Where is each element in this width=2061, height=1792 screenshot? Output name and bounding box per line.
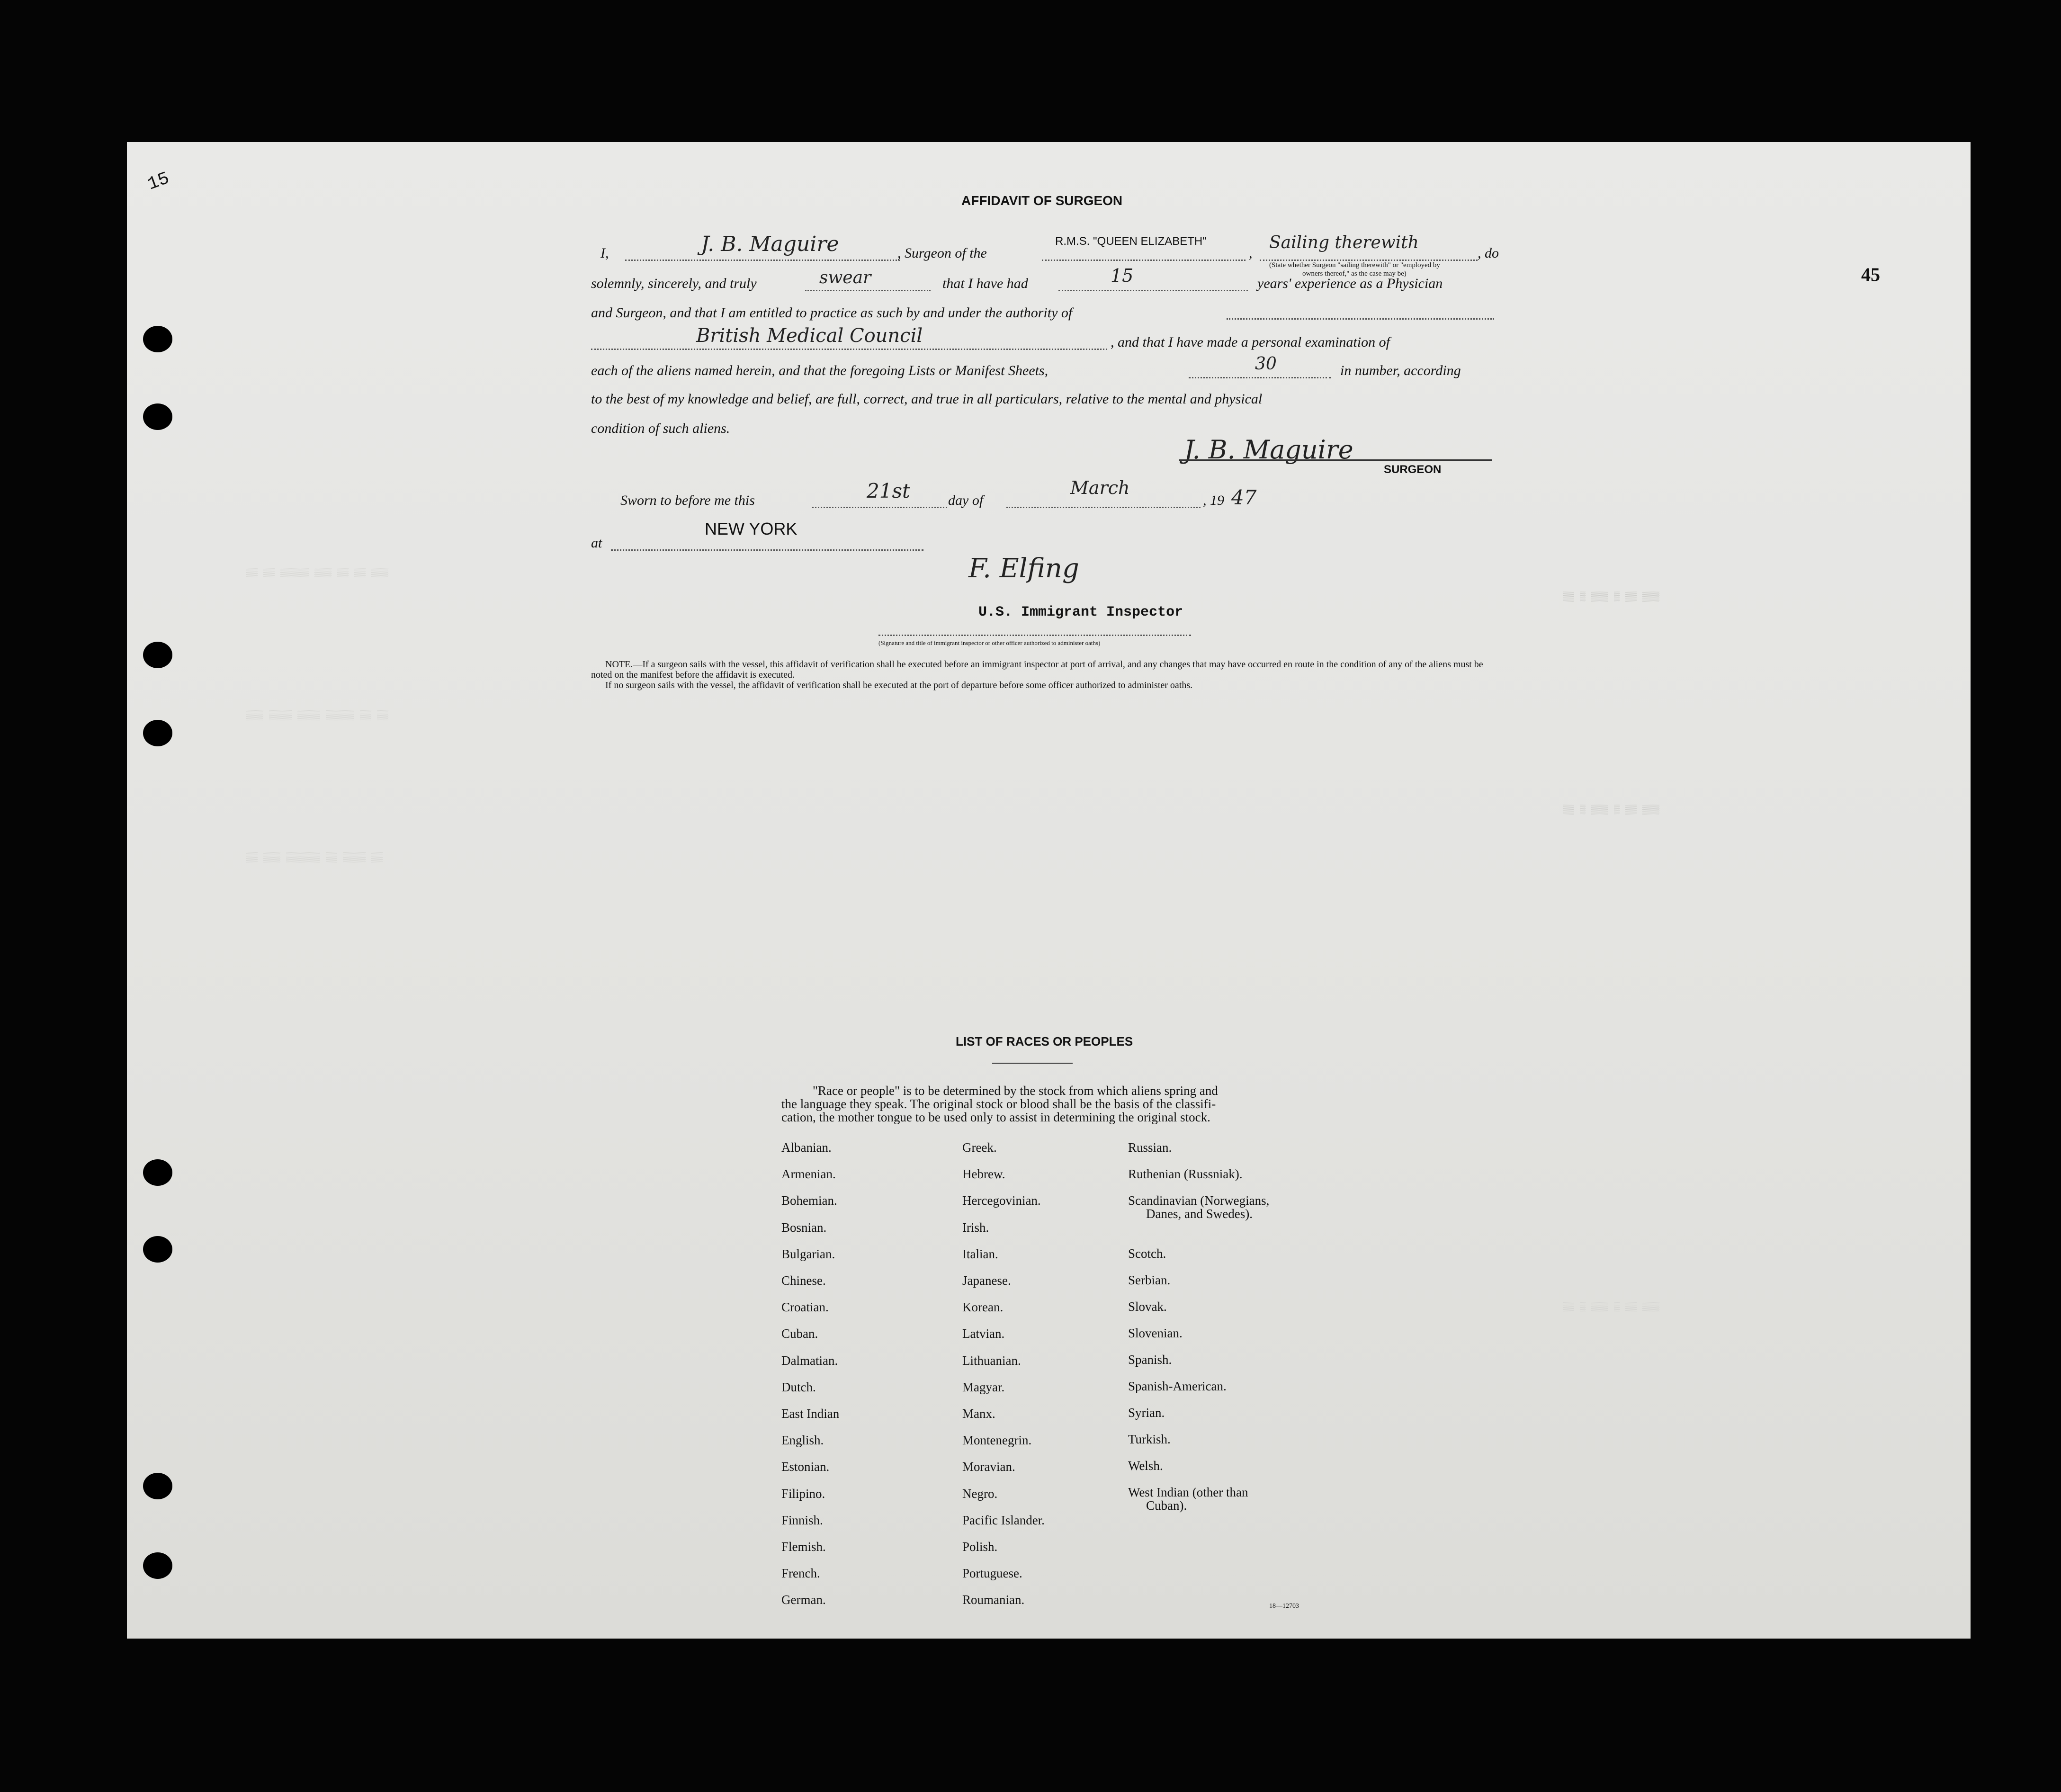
race-entry: Flemish. xyxy=(781,1540,826,1554)
solemnly-text: solemnly, sincerely, and truly xyxy=(591,276,757,291)
race-entry: Lithuanian. xyxy=(962,1353,1021,1368)
race-entry: Dalmatian. xyxy=(781,1353,838,1368)
manifest-text: each of the aliens named herein, and that the foregoing Lists or Manifest Sheets, xyxy=(591,363,1048,378)
races-intro-2: the language they speak. The original stock or blood shall be the basis of the classifi- xyxy=(781,1097,1216,1111)
race-entry: Bulgarian. xyxy=(781,1247,835,1261)
race-entry: Latvian. xyxy=(962,1326,1005,1341)
race-entry: Hebrew. xyxy=(962,1167,1005,1181)
race-entry: Korean. xyxy=(962,1300,1004,1314)
punch-hole xyxy=(143,1552,172,1579)
inspector-signature: F. Elfing xyxy=(968,553,1079,584)
sailing-note-1: (State whether Surgeon "sailing therewith" or "employed by xyxy=(1269,261,1440,269)
race-entry: Chinese. xyxy=(781,1273,826,1288)
sworn-day: 21st xyxy=(867,479,910,502)
sailing-note-2: owners thereof," as the case may be) xyxy=(1302,270,1407,278)
race-entry: Finnish. xyxy=(781,1513,823,1527)
bleed-through-text: ▒▒ ▒▒ ▒▒▒▒▒ ▒▒▒ ▒▒ ▒▒ ▒▒▒ xyxy=(246,568,389,579)
race-entry: Filipino. xyxy=(781,1487,825,1501)
race-entry: Armenian. xyxy=(781,1167,836,1181)
race-entry: Slovenian. xyxy=(1128,1326,1183,1340)
authority-line-a xyxy=(1227,318,1494,320)
inspector-caption: (Signature and title of immigrant inspector or other officer authorized to administer oaths) xyxy=(878,639,1101,646)
form-number: 18—12703 xyxy=(1269,1603,1299,1610)
races-title-underline xyxy=(992,1063,1073,1064)
sworn-month: March xyxy=(1070,477,1130,498)
sheets-count: 30 xyxy=(1255,354,1277,374)
day-of-text: day of xyxy=(948,493,984,508)
race-entry: Slovak. xyxy=(1128,1299,1167,1314)
race-entry: Magyar. xyxy=(962,1380,1005,1394)
race-entry: Syrian. xyxy=(1128,1406,1165,1420)
race-entry: Moravian. xyxy=(962,1460,1015,1474)
race-entry: Danes, and Swedes). xyxy=(1146,1207,1253,1221)
race-entry: Turkish. xyxy=(1128,1432,1171,1446)
surgeon-signature-line xyxy=(1179,459,1492,461)
race-entry: Italian. xyxy=(962,1247,998,1261)
comma: , xyxy=(1249,245,1253,261)
page-number: 45 xyxy=(1861,264,1880,285)
year-prefix: , 19 xyxy=(1203,493,1224,508)
surgeon-name: J. B. Maguire xyxy=(701,232,839,256)
affidavit-title: AFFIDAVIT OF SURGEON xyxy=(961,193,1123,208)
race-entry: Croatian. xyxy=(781,1300,829,1314)
bleed-through-text: ▒▒ ▒ ▒▒▒ ▒ ▒▒ ▒▒▒ xyxy=(1563,592,1660,603)
punch-hole xyxy=(143,642,172,668)
knowledge-text: to the best of my knowledge and belief, are full, correct, and true in all particulars, relative to the mental and physical xyxy=(591,391,1263,407)
authority-line-b xyxy=(591,349,1107,350)
race-entry: East Indian xyxy=(781,1407,840,1421)
punch-hole xyxy=(143,326,172,352)
race-entry: Spanish-American. xyxy=(1128,1379,1227,1393)
inspector-line xyxy=(878,635,1191,636)
race-entry: Roumanian. xyxy=(962,1593,1025,1607)
surgeon-label: SURGEON xyxy=(1384,463,1442,476)
race-entry: Bosnian. xyxy=(781,1220,827,1235)
document-sheet xyxy=(127,142,1971,1639)
race-entry: Negro. xyxy=(962,1487,998,1501)
races-title: LIST OF RACES OR PEOPLES xyxy=(956,1034,1133,1048)
race-entry: Spanish. xyxy=(1128,1353,1172,1367)
sworn-text: Sworn to before me this xyxy=(620,493,755,508)
races-intro-1: "Race or people" is to be determined by the stock from which aliens spring and xyxy=(813,1084,1218,1098)
years-count: 15 xyxy=(1111,265,1134,286)
place: NEW YORK xyxy=(705,519,798,538)
sworn-day-line xyxy=(812,507,947,508)
race-entry: Estonian. xyxy=(781,1460,830,1474)
bleed-through-text: ▒▒ ▒▒▒ ▒▒▒▒▒▒ ▒▒ ▒▒▒▒ ▒▒ xyxy=(246,852,383,863)
race-entry: Dutch. xyxy=(781,1380,816,1394)
race-entry: Bohemian. xyxy=(781,1193,837,1208)
punch-hole xyxy=(143,1473,172,1499)
punch-hole xyxy=(143,720,172,746)
race-entry: Irish. xyxy=(962,1220,989,1235)
race-entry: West Indian (other than xyxy=(1128,1485,1248,1499)
race-entry: Albanian. xyxy=(781,1140,832,1155)
punch-hole xyxy=(143,1236,172,1263)
race-entry: Polish. xyxy=(962,1540,998,1554)
oath-line xyxy=(805,290,931,291)
vessel-line xyxy=(1042,260,1246,261)
race-entry: Greek. xyxy=(962,1140,997,1155)
surgeon-of-the-text: , Surgeon of the xyxy=(897,245,987,261)
race-entry: English. xyxy=(781,1433,824,1447)
authority-value: British Medical Council xyxy=(696,325,923,347)
races-intro-3: cation, the mother tongue to be used only to assist in determining the original stock. xyxy=(781,1110,1210,1124)
race-entry: Hercegovinian. xyxy=(962,1193,1041,1208)
condition-text: condition of such aliens. xyxy=(591,421,730,436)
bleed-through-text: ▒▒ ▒ ▒▒▒ ▒ ▒▒ ▒▒▒ xyxy=(1563,1302,1660,1313)
years-line xyxy=(1058,290,1248,291)
at-text: at xyxy=(591,535,602,551)
race-entry: German. xyxy=(781,1593,826,1607)
corner-mark: 15 xyxy=(145,168,172,195)
race-entry: Montenegrin. xyxy=(962,1433,1032,1447)
affidavit-note-1: NOTE.—If a surgeon sails with the vessel, this affidavit of verification shall be executed before an immigrant inspector at port of arrival, and any changes that may have occurred en route in the condition of any of the aliens must be noted on the manifest before the affidavit is executed. xyxy=(591,659,1483,680)
race-entry: Pacific Islander. xyxy=(962,1513,1045,1527)
race-entry: Welsh. xyxy=(1128,1459,1163,1473)
race-entry: Cuban. xyxy=(781,1326,818,1341)
examination-text: , and that I have made a personal examination of xyxy=(1111,334,1390,350)
sailing-line xyxy=(1260,260,1478,261)
oath-word: swear xyxy=(819,268,871,287)
sailing-status: Sailing therewith xyxy=(1269,233,1419,252)
year-suffix: 47 xyxy=(1231,486,1257,509)
inspector-title: U.S. Immigrant Inspector xyxy=(978,604,1183,620)
in-number-text: in number, according xyxy=(1340,363,1461,378)
race-entry: Japanese. xyxy=(962,1273,1011,1288)
punch-hole xyxy=(143,1159,172,1186)
affidavit-note-2: If no surgeon sails with the vessel, the affidavit of verification shall be executed at the port of departure before some officer authorized to administer oaths. xyxy=(605,680,1193,690)
sheets-line xyxy=(1189,377,1331,378)
race-entry: Scandinavian (Norwegians, xyxy=(1128,1193,1270,1208)
race-entry: Ruthenian (Russniak). xyxy=(1128,1167,1243,1181)
do-text: , do xyxy=(1478,245,1499,261)
that-i-have-had-text: that I have had xyxy=(942,276,1028,291)
years-experience-text: years' experience as a Physician xyxy=(1257,276,1443,291)
race-entry: Cuban). xyxy=(1146,1498,1187,1513)
race-entry: French. xyxy=(781,1566,820,1580)
surgeon-signature: J. B. Maguire xyxy=(1184,435,1353,465)
punch-hole xyxy=(143,403,172,430)
race-entry: Portuguese. xyxy=(962,1566,1022,1580)
place-line xyxy=(611,549,923,551)
race-entry: Scotch. xyxy=(1128,1246,1166,1261)
race-entry: Serbian. xyxy=(1128,1273,1171,1287)
affidavit-i: I, xyxy=(600,245,609,261)
race-entry: Russian. xyxy=(1128,1140,1172,1155)
bleed-through-text: ▒▒▒ ▒▒▒▒ ▒▒▒▒ ▒▒▒▒▒ ▒▒ ▒▒ xyxy=(246,710,389,721)
authority-text: and Surgeon, and that I am entitled to practice as such by and under the authority of xyxy=(591,305,1073,321)
race-entry: Manx. xyxy=(962,1407,995,1421)
surgeon-name-line xyxy=(625,260,900,261)
sworn-month-line xyxy=(1006,507,1201,508)
bleed-through-text: ▒▒ ▒ ▒▒▒ ▒ ▒▒ ▒▒▒ xyxy=(1563,805,1660,816)
vessel-name: R.M.S. "QUEEN ELIZABETH" xyxy=(1055,235,1207,248)
